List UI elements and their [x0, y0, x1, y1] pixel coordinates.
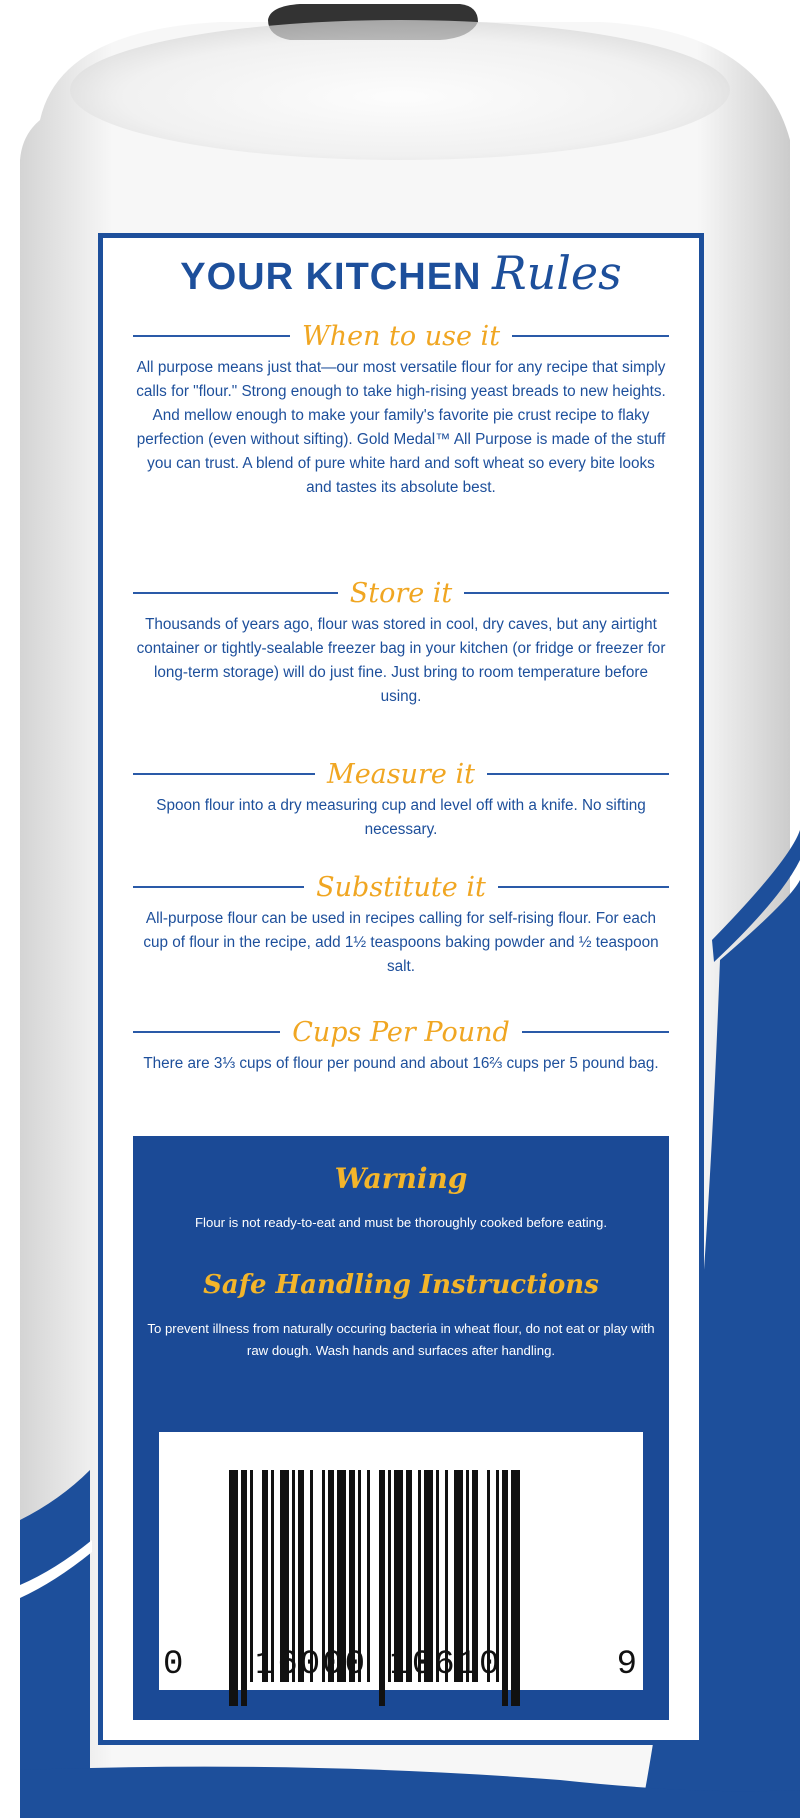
section-body-substitute-it: All-purpose flour can be used in recipes calling for self-rising flour. For each cup of flour in the recipe, add 1½ teaspoons baking powder and ½ teaspoon salt.	[143, 910, 659, 975]
section-title: Measure it	[327, 758, 475, 790]
section-title: When to use it	[301, 320, 501, 352]
section-heading-cups-per-pound	[133, 1012, 669, 1052]
divider	[487, 773, 669, 775]
barcode-bar	[502, 1470, 508, 1706]
barcode-bar	[241, 1470, 247, 1706]
section-title: Cups Per Pound	[292, 1016, 510, 1048]
section-body-measure-it: Spoon flour into a dry measuring cup and level off with a knife. No sifting necessary.	[156, 797, 646, 838]
divider	[512, 335, 669, 337]
divider	[133, 592, 338, 594]
kitchen-rules-label	[98, 233, 704, 1745]
section-body-cups-per-pound: There are 3⅓ cups of flour per pound and about 16⅔ cups per 5 pound bag.	[143, 1055, 659, 1072]
safe-handling-title: Safe Handling Instructions	[203, 1270, 599, 1300]
barcode-digit-right: 9	[616, 1646, 637, 1684]
title-main: YOUR KITCHEN	[180, 256, 482, 298]
section-heading-substitute-it	[133, 867, 669, 907]
section-heading-when-to-use	[133, 316, 669, 356]
title-script: Rules	[491, 246, 622, 300]
divider	[464, 592, 669, 594]
barcode-digit-left: 0	[163, 1646, 184, 1684]
barcode-bar	[229, 1470, 238, 1706]
section-title: Store it	[349, 577, 453, 609]
barcode-bar	[250, 1470, 253, 1682]
divider	[133, 335, 290, 337]
label-title	[103, 246, 699, 316]
warning-title: Warning	[334, 1162, 468, 1195]
divider	[522, 1031, 669, 1033]
safe-handling-text: To prevent illness from naturally occuring bacteria in wheat flour, do not eat or play with raw dough. Wash hands and surfaces after handling.	[147, 1321, 655, 1358]
section-body-when-to-use: All purpose means just that—our most versatile flour for any recipe that simply calls for "flour." Strong enough to take high-rising yeast breads to new heights. And mellow enough to make your family's favorite pie crust recipe to flaky perfection (even without sifting). Gold Medal™ All Purpose is made of the stuff you can trust. A blend of pure white hard and soft wheat so every bite looks and tastes its absolute best.	[136, 359, 666, 496]
section-body-store-it: Thousands of years ago, flour was stored in cool, dry caves, but any airtight container or tightly-sealable freezer bag in your kitchen (or fridge or freezer for long-term storage) will do just fine. Just bring to room temperature before using.	[136, 616, 666, 705]
divider	[498, 886, 669, 888]
section-heading-store-it	[133, 573, 669, 613]
barcode-bar	[511, 1470, 520, 1706]
warning-panel	[133, 1136, 669, 1412]
divider	[133, 773, 315, 775]
barcode-area	[159, 1432, 643, 1690]
section-heading-measure-it	[133, 754, 669, 794]
barcode-panel	[133, 1412, 669, 1720]
warning-text: Flour is not ready-to-eat and must be thoroughly cooked before eating.	[195, 1215, 607, 1230]
divider	[133, 1031, 280, 1033]
section-title: Substitute it	[316, 871, 486, 903]
divider	[133, 886, 304, 888]
barcode-digits: 16000 10610	[255, 1646, 502, 1684]
